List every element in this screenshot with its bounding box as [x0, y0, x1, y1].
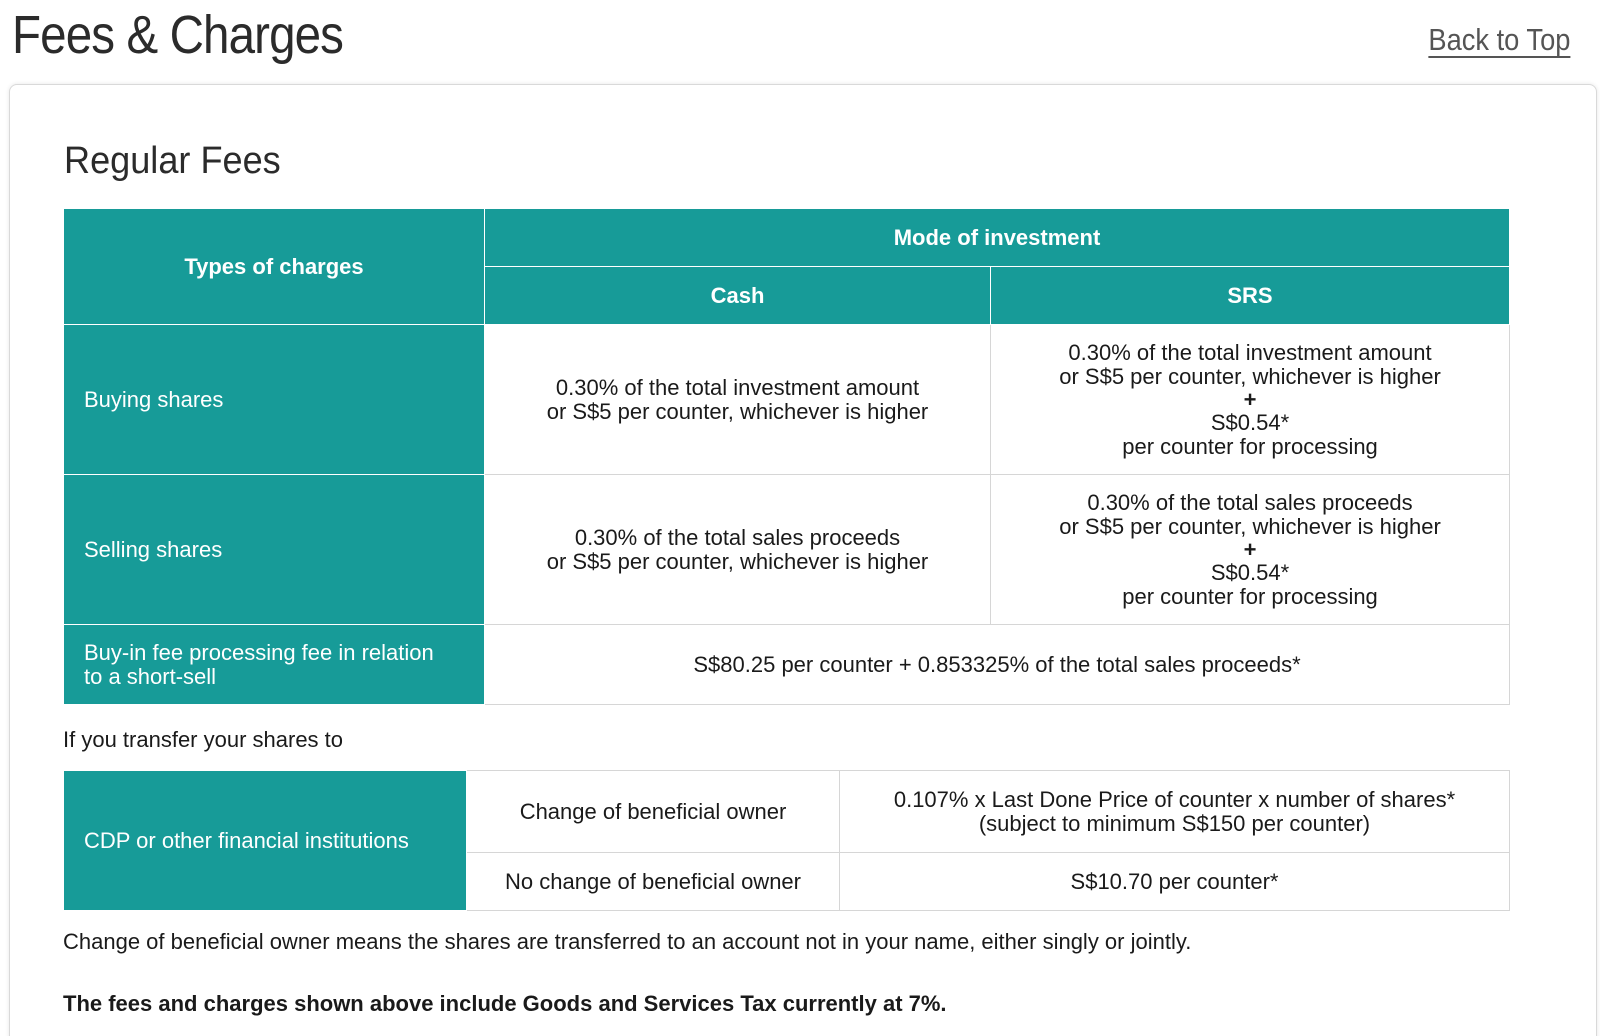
row-label-selling-shares: Selling shares: [64, 475, 485, 625]
mode-of-investment-header: Mode of investment: [485, 209, 1510, 267]
section-title-regular-fees: Regular Fees: [64, 140, 281, 182]
beneficial-owner-note: Change of beneficial owner means the shares are transferred to an account not in your name, either singly or jointly.: [63, 929, 1192, 954]
back-to-top-link[interactable]: Back to Top: [1427, 22, 1570, 57]
table-row-buyin: [64, 625, 1510, 705]
selling-srs-fee: 0.30% of the total sales proceeds or S$5 per counter, whichever is higher + S$0.54* per counter for processing: [991, 475, 1510, 625]
buying-srs-fee: 0.30% of the total investment amount or S$5 per counter, whichever is higher + S$0.54* per counter for processing: [991, 325, 1510, 475]
buying-cash-fee: 0.30% of the total investment amount or S$5 per counter, whichever is higher: [485, 325, 991, 475]
selling-cash-fee: 0.30% of the total sales proceeds or S$5 per counter, whichever is higher: [485, 475, 991, 625]
table-row-change-owner: [64, 771, 1510, 853]
transfer-intro-text: If you transfer your shares to: [63, 727, 344, 752]
page-title: Fees & Charges: [12, 5, 344, 65]
srs-header: SRS: [991, 267, 1510, 325]
cash-header: Cash: [485, 267, 991, 325]
row-label-cdp-institutions: CDP or other financial institutions: [64, 771, 467, 911]
table-row-selling: [64, 475, 1510, 625]
buyin-fee-value: S$80.25 per counter + 0.853325% of the total sales proceeds*: [485, 625, 1510, 705]
regular-fees-table: [63, 208, 1510, 705]
transfer-fees-table: [63, 770, 1510, 911]
table-row-buying: [64, 325, 1510, 475]
transfer-fee-change-owner: 0.107% x Last Done Price of counter x number of shares* (subject to minimum S$150 per counter): [840, 771, 1510, 853]
gst-note: The fees and charges shown above include Goods and Services Tax currently at 7%.: [63, 991, 947, 1016]
transfer-fee-no-change-owner: S$10.70 per counter*: [840, 853, 1510, 911]
transfer-type-no-change-owner: No change of beneficial owner: [467, 853, 840, 911]
row-label-buyin-fee: Buy-in fee processing fee in relation to a short-sell: [64, 625, 485, 705]
types-of-charges-header: Types of charges: [64, 209, 485, 325]
transfer-type-change-owner: Change of beneficial owner: [467, 771, 840, 853]
row-label-buying-shares: Buying shares: [64, 325, 485, 475]
